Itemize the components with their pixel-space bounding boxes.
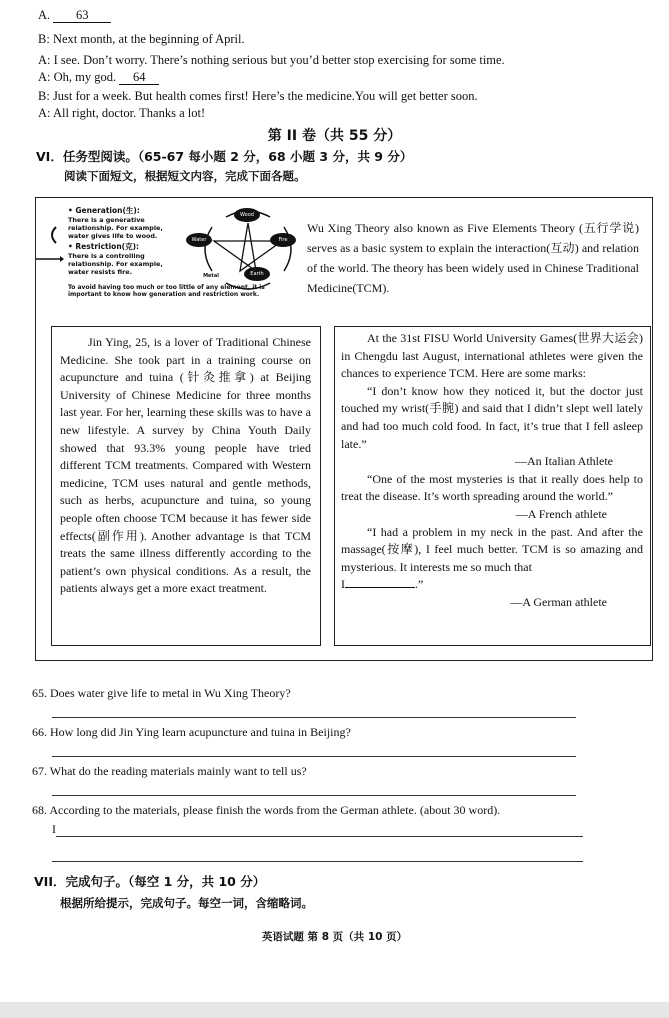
dialogue-line: B: Next month, at the beginning of April.: [38, 32, 245, 46]
generation-heading: • Generation(生):: [68, 206, 140, 215]
answer-blank-64[interactable]: 64: [119, 70, 159, 85]
diagram-note-line: important to know how generation and restriction work.: [68, 291, 260, 298]
water-node: Water: [186, 233, 212, 247]
french-signature: —A French athlete: [515, 506, 607, 521]
restriction-arrow-icon: [36, 255, 64, 263]
answer-blank-63[interactable]: 63: [53, 8, 111, 23]
volume-title: 第 II 卷（共 55 分）: [267, 128, 402, 144]
italian-quote: “I don’t know how they noticed it, but the doctor just touched my wrist(手腕) and said that I didn’t slept well lately and had too much cold food. In fact, it’s true that I fell asleep late.”: [341, 383, 643, 451]
answer-line-65[interactable]: [52, 717, 576, 718]
german-quote-blank-line: I .”: [341, 577, 424, 592]
fisu-intro: At the 31st FISU World University Games(世界大运会) in Chengdu last August, international athletes were given the chances to experience TCM. Here are some marks:: [341, 331, 643, 381]
dialogue-line-64: A: Oh, my god. 64: [38, 69, 159, 85]
generation-line: relationship. For example,: [68, 224, 163, 232]
restriction-line: water resists fire.: [68, 268, 132, 276]
answer-line-67[interactable]: [52, 795, 576, 796]
answer-prefix-68: I: [52, 822, 56, 836]
german-signature: —A German athlete: [510, 594, 607, 609]
fire-node: Fire: [270, 233, 296, 247]
generation-line: water gives life to wood.: [68, 232, 158, 240]
bottom-bar: [0, 1002, 669, 1018]
italian-signature: —An Italian Athlete: [515, 454, 613, 469]
answer-line-68b[interactable]: [52, 861, 583, 862]
restriction-line: relationship. For example,: [68, 260, 163, 268]
generation-line: There is a generative: [68, 216, 145, 224]
french-quote: “One of the most mysteries is that it really does help to treat the disease. It’s worth spreading around the world.”: [341, 471, 643, 504]
section-7-instruction: 根据所给提示，完成句子。每空一词，含缩略词。: [60, 896, 313, 910]
earth-node: Earth: [244, 267, 270, 281]
athletes-passage: [341, 330, 643, 612]
wu-xing-intro: Wu Xing Theory also known as Five Elements Theory (五行学说) serves as a basic system to explain the interaction(互动) and relation of the world. The theory has been widely used in Chinese Traditional Medicine(TCM).: [307, 221, 639, 295]
restriction-heading: • Restriction(克):: [68, 242, 140, 251]
section-6-instruction: 阅读下面短文，根据短文内容，完成下面各题。: [64, 169, 306, 183]
dialogue-line: A: All right, doctor. Thanks a lot!: [38, 106, 206, 120]
section-6-title: VI．任务型阅读。（65-67 每小题 2 分，68 小题 3 分，共 9 分）: [36, 149, 413, 164]
wood-node: Wood: [234, 208, 260, 222]
page-footer: 英语试题 第 8 页（共 10 页）: [261, 931, 408, 943]
question-65: 65. Does water give life to metal in Wu Xing Theory?: [32, 686, 291, 700]
dialogue-line: B: Just for a week. But health comes first! Here’s the medicine.You will get better soon.: [38, 89, 478, 103]
metal-node: Metal: [203, 273, 219, 279]
answer-line-68a[interactable]: [56, 836, 583, 837]
german-quote-blank[interactable]: [345, 577, 415, 588]
german-quote: “I had a problem in my neck in the past. And after the massage(按摩), I feel much better. TCM is so amazing and mysterious. It interests me so much that: [341, 524, 643, 574]
wu-xing-diagram: [60, 207, 305, 313]
question-66: 66. How long did Jin Ying learn acupuncture and tuina in Beijing?: [32, 725, 351, 739]
diagram-note-line: To avoid having too much or too little of any element, it is: [68, 284, 265, 291]
restriction-line: There is a controlling: [68, 252, 145, 260]
generation-arrow-icon: [46, 225, 60, 245]
answer-line-66[interactable]: [52, 756, 576, 757]
dialogue-line: A: I see. Don’t worry. There’s nothing serious but you’d better stop exercising for some time.: [38, 53, 505, 67]
section-7-title: VII．完成句子。（每空 1 分，共 10 分）: [34, 874, 266, 889]
jin-ying-passage: Jin Ying, 25, is a lover of Traditional Chinese Medicine. She took part in a training course on acupuncture and tuina (针灸推拿) at Beijing University of Chinese Medicine for three months last year. For her, learning these skills was to have a new lifestyle. A survey by China Youth Daily showed that 93.3% young people have tried different TCM treatments. Compared with Western medicine, TCM uses natural and gentle methods, such as herbs, acupuncture and tuina, so young people often choose TCM because it has fewer side effects(副作用). Another advantage is that TCM treats the same illness differently according to the patient’s own physical conditions. As a result, the patients always get a more exact treatment.: [60, 335, 311, 596]
dialogue-line-63: A. 63: [38, 7, 111, 23]
question-67: 67. What do the reading materials mainly want to tell us?: [32, 764, 307, 778]
question-68: 68. According to the materials, please finish the words from the German athlete. (about 30 word).: [32, 803, 501, 817]
